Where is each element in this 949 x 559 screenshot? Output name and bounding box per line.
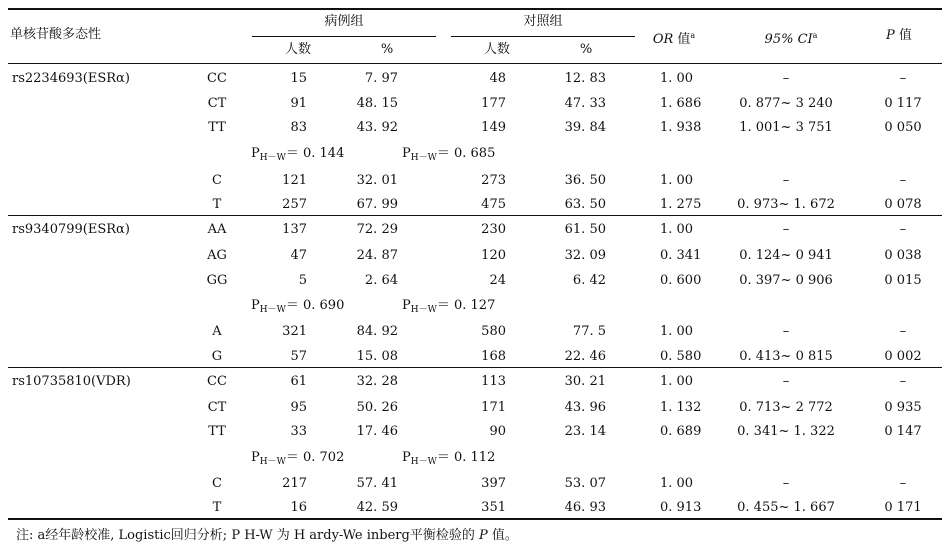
case-count-cell: 16 [290, 500, 307, 515]
control-percent-cell: 12. 83 [564, 71, 606, 86]
ci-cell: 0. 124~ 0 941 [739, 248, 833, 263]
header-case-count: 人数 [284, 42, 312, 57]
p-value-cell: – [899, 71, 907, 86]
header-snp: 单核苷酸多态性 [10, 27, 102, 42]
case-percent-cell: 48. 15 [356, 96, 398, 111]
ci-cell: 0. 973~ 1. 672 [737, 197, 835, 212]
control-percent-cell: 46. 93 [564, 500, 606, 515]
p-value-cell: 0 117 [884, 96, 922, 111]
ci-cell: 0. 397~ 0 906 [739, 273, 833, 288]
hwe-subscript: H－W [410, 305, 437, 315]
genotype-cell: CC [207, 374, 227, 389]
genotype-cell: CT [207, 400, 227, 415]
case-percent-cell: 7. 97 [364, 71, 398, 86]
ci-cell: 0. 341~ 1. 322 [737, 424, 835, 439]
case-percent-cell: 84. 92 [356, 324, 398, 339]
genotype-cell: C [212, 476, 222, 491]
genotype-cell: AA [207, 222, 227, 237]
or-cell: 1. 00 [660, 222, 694, 237]
case-count-cell: 33 [290, 424, 307, 439]
control-percent-cell: 43. 96 [564, 400, 606, 415]
control-count-cell: 113 [481, 374, 506, 389]
or-cell: 0. 689 [660, 424, 702, 439]
or-cell: 1. 00 [660, 173, 694, 188]
genotype-cell: CT [207, 96, 227, 111]
genotype-cell: TT [208, 120, 226, 135]
table-note: 注: a经年龄校准, Logistic回归分析; P H-W 为 H ardy-We inberg平衡检验的 P 值。 [16, 528, 518, 543]
control-count-cell: 475 [481, 197, 506, 212]
or-cell: 1. 00 [660, 476, 694, 491]
control-count-cell: 351 [481, 500, 506, 515]
snp-name: rs9340799(ESRα) [12, 222, 130, 237]
hwe-subscript: H－W [410, 153, 437, 163]
p-value-cell: – [899, 324, 907, 339]
case-percent-cell: 2. 64 [364, 273, 398, 288]
case-percent-cell: 72. 29 [356, 222, 398, 237]
p-value-cell: 0 015 [884, 273, 922, 288]
case-percent-cell: 57. 41 [356, 476, 398, 491]
ci-cell: – [782, 476, 790, 491]
hwe-p-value [251, 450, 344, 470]
control-percent-cell: 36. 50 [564, 173, 606, 188]
case-count-cell: 61 [290, 374, 307, 389]
hwe-subscript: H－W [259, 305, 286, 315]
control-count-cell: 397 [481, 476, 506, 491]
p-value-cell: 0 935 [884, 400, 922, 415]
hwe-subscript: H－W [410, 457, 437, 467]
p-value-cell: 0 078 [884, 197, 922, 212]
hwe-p-value [251, 146, 344, 166]
control-count-cell: 149 [481, 120, 506, 135]
or-cell: 1. 275 [660, 197, 702, 212]
hwe-value: ＝ 0. 690 [285, 298, 345, 313]
control-count-cell: 90 [489, 424, 506, 439]
p-value-cell: – [899, 173, 907, 188]
control-percent-cell: 22. 46 [564, 349, 606, 364]
or-cell: 0. 341 [660, 248, 702, 263]
or-cell: 0. 600 [660, 273, 702, 288]
control-percent-cell: 61. 50 [564, 222, 606, 237]
case-count-cell: 95 [290, 400, 307, 415]
case-percent-cell: 17. 46 [356, 424, 398, 439]
case-percent-cell: 32. 28 [356, 374, 398, 389]
or-cell: 1. 00 [660, 324, 694, 339]
ci-cell: 0. 455~ 1. 667 [737, 500, 835, 515]
hwe-subscript: H－W [259, 153, 286, 163]
control-percent-cell: 23. 14 [564, 424, 606, 439]
p-value-cell: 0 002 [884, 349, 922, 364]
p-value-cell: – [899, 222, 907, 237]
or-cell: 1. 686 [660, 96, 702, 111]
control-count-cell: 120 [481, 248, 506, 263]
case-percent-cell: 43. 92 [356, 120, 398, 135]
header-control-percent: % [579, 42, 593, 57]
case-percent-cell: 42. 59 [356, 500, 398, 515]
or-cell: 1. 00 [660, 374, 694, 389]
genotype-cell: C [212, 173, 222, 188]
ci-cell: – [782, 324, 790, 339]
or-cell: 1. 938 [660, 120, 702, 135]
control-count-cell: 171 [481, 400, 506, 415]
snp-name: rs2234693(ESRα) [12, 71, 130, 86]
or-cell: 1. 00 [660, 71, 694, 86]
case-count-cell: 83 [290, 120, 307, 135]
case-count-cell: 257 [282, 197, 307, 212]
hwe-value: ＝ 0. 144 [285, 146, 345, 161]
header-bottom-rule [8, 63, 942, 64]
hwe-label: P [251, 450, 260, 465]
control-count-cell: 230 [481, 222, 506, 237]
case-count-cell: 91 [290, 96, 307, 111]
group-divider-2 [8, 367, 942, 368]
table-top-rule [8, 8, 942, 10]
or-cell: 0. 580 [660, 349, 702, 364]
ci-cell: 1. 001~ 3 751 [739, 120, 833, 135]
case-count-cell: 47 [290, 248, 307, 263]
control-percent-cell: 39. 84 [564, 120, 606, 135]
p-value-cell: 0 038 [884, 248, 922, 263]
case-count-cell: 321 [282, 324, 307, 339]
case-count-cell: 217 [282, 476, 307, 491]
control-count-cell: 580 [481, 324, 506, 339]
genotype-cell: TT [208, 424, 226, 439]
header-control-count: 人数 [483, 42, 511, 57]
hwe-value: ＝ 0. 112 [436, 450, 496, 465]
hwe-label: P [251, 146, 260, 161]
header-case-group: 病例组 [324, 14, 364, 29]
header-case-percent: % [380, 42, 394, 57]
hwe-value: ＝ 0. 702 [285, 450, 345, 465]
ci-cell: 0. 877~ 3 240 [739, 96, 833, 111]
case-count-cell: 137 [282, 222, 307, 237]
hwe-p-value [402, 146, 495, 166]
p-value-cell: 0 147 [884, 424, 922, 439]
control-count-cell: 48 [489, 71, 506, 86]
or-cell: 1. 132 [660, 400, 702, 415]
case-percent-cell: 32. 01 [356, 173, 398, 188]
genotype-cell: GG [206, 273, 228, 288]
control-percent-cell: 47. 33 [564, 96, 606, 111]
ci-cell: 0. 713~ 2 772 [739, 400, 833, 415]
p-value-cell: – [899, 476, 907, 491]
hwe-p-value [402, 298, 495, 318]
case-count-cell: 15 [290, 71, 307, 86]
control-count-cell: 24 [489, 273, 506, 288]
ci-cell: – [782, 173, 790, 188]
hwe-p-value [402, 450, 495, 470]
case-percent-cell: 50. 26 [356, 400, 398, 415]
header-p: P 值 [886, 28, 912, 43]
ci-cell: – [782, 71, 790, 86]
hwe-label: P [251, 298, 260, 313]
p-value-cell: 0 050 [884, 120, 922, 135]
header-control-group: 对照组 [523, 14, 563, 29]
ci-cell: 0. 413~ 0 815 [739, 349, 833, 364]
header-ci: 95% $CI^a$ [764, 31, 818, 47]
control-percent-cell: 63. 50 [564, 197, 606, 212]
genotype-cell: G [211, 349, 223, 364]
hwe-value: ＝ 0. 127 [436, 298, 496, 313]
genotype-cell: T [212, 500, 222, 515]
case-percent-cell: 67. 99 [356, 197, 398, 212]
control-percent-cell: 77. 5 [572, 324, 606, 339]
genotype-cell: CC [207, 71, 227, 86]
case-percent-cell: 15. 08 [356, 349, 398, 364]
header-or: OR 值$^a$ [652, 31, 696, 47]
genotype-cell: T [212, 197, 222, 212]
case-count-cell: 121 [282, 173, 307, 188]
hwe-label: P [402, 450, 411, 465]
hwe-subscript: H－W [259, 457, 286, 467]
control-percent-cell: 32. 09 [564, 248, 606, 263]
genotype-cell: A [212, 324, 222, 339]
control-percent-cell: 30. 21 [564, 374, 606, 389]
group-divider-1 [8, 215, 942, 216]
control-count-cell: 273 [481, 173, 506, 188]
table-bottom-rule [8, 518, 942, 520]
case-group-rule [252, 36, 436, 37]
p-value-cell: – [899, 374, 907, 389]
case-count-cell: 5 [298, 273, 307, 288]
ci-cell: – [782, 222, 790, 237]
case-percent-cell: 24. 87 [356, 248, 398, 263]
ci-cell: – [782, 374, 790, 389]
control-count-cell: 168 [481, 349, 506, 364]
hwe-value: ＝ 0. 685 [436, 146, 496, 161]
hwe-label: P [402, 146, 411, 161]
hwe-p-value [251, 298, 344, 318]
genotype-cell: AG [207, 248, 227, 263]
p-value-cell: 0 171 [884, 500, 922, 515]
or-cell: 0. 913 [660, 500, 702, 515]
snp-name: rs10735810(VDR) [12, 374, 131, 389]
control-percent-cell: 6. 42 [572, 273, 606, 288]
hwe-label: P [402, 298, 411, 313]
control-percent-cell: 53. 07 [564, 476, 606, 491]
case-count-cell: 57 [290, 349, 307, 364]
control-group-rule [451, 36, 635, 37]
control-count-cell: 177 [481, 96, 506, 111]
